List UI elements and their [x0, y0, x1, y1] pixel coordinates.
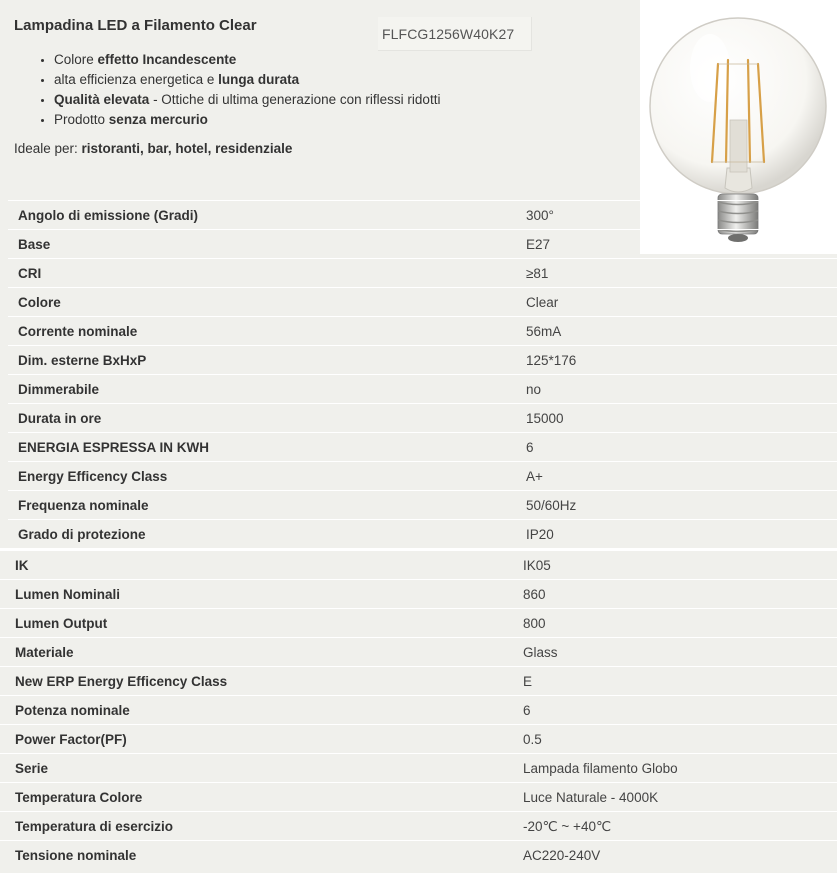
spec-value: 15000 [526, 411, 564, 426]
spec-key: Durata in ore [18, 411, 102, 426]
spec-value: Lampada filamento Globo [523, 761, 678, 776]
spec-key: ENERGIA ESPRESSA IN KWH [18, 440, 210, 455]
spec-key: Tensione nominale [15, 848, 137, 863]
spec-value: 50/60Hz [526, 498, 577, 513]
spec-key: New ERP Energy Efficency Class [15, 674, 228, 689]
spec-row [0, 608, 837, 637]
spec-key: Dimmerabile [18, 382, 100, 397]
spec-key: Grado di protezione [18, 527, 146, 542]
spec-key: CRI [18, 266, 42, 281]
spec-key: Angolo di emissione (Gradi) [18, 208, 199, 223]
spec-value: E27 [526, 237, 551, 252]
spec-row [8, 345, 837, 374]
spec-row [8, 374, 837, 403]
spec-table-secondary [0, 550, 837, 869]
spec-value: Glass [523, 645, 558, 660]
spec-row [8, 403, 837, 432]
feature-item: • alta efficienza energetica e lunga durata [54, 70, 440, 90]
spec-key: Serie [15, 761, 49, 776]
spec-row [0, 753, 837, 782]
spec-row [8, 432, 837, 461]
spec-row [0, 695, 837, 724]
spec-key: Frequenza nominale [18, 498, 149, 513]
spec-value: 125*176 [526, 353, 577, 368]
spec-value: 800 [523, 616, 546, 631]
spec-row [0, 724, 837, 753]
spec-value: IK05 [523, 558, 551, 573]
spec-key: Corrente nominale [18, 324, 138, 339]
spec-value: IP20 [526, 527, 554, 542]
spec-value: 6 [526, 440, 534, 455]
ideal-for [14, 141, 292, 156]
spec-key: Base [18, 237, 51, 252]
ideal-value: ristoranti, bar, hotel, residenziale [81, 141, 293, 156]
ideal-label: Ideale per: [14, 141, 82, 156]
spec-value: 300° [526, 208, 554, 223]
feature-item: • Qualità elevata - Ottiche di ultima generazione con riflessi ridotti [54, 90, 440, 110]
spec-row [0, 579, 837, 608]
feature-item: • Colore effetto Incandescente [54, 50, 440, 70]
spec-value: 0.5 [523, 732, 542, 747]
spec-row [8, 461, 837, 490]
spec-key: Energy Efficency Class [18, 469, 168, 484]
spec-key: Lumen Nominali [15, 587, 121, 602]
product-title: Lampadina LED a Filamento Clear [14, 17, 257, 34]
spec-row [8, 229, 837, 258]
spec-row [8, 200, 837, 229]
spec-value: 56mA [526, 324, 562, 339]
spec-row [0, 550, 837, 579]
spec-row [8, 519, 837, 548]
product-code: FLFCG1256W40K27 [378, 17, 532, 51]
product-header [0, 0, 640, 200]
spec-row [0, 840, 837, 869]
spec-value: ≥81 [526, 266, 549, 281]
spec-row [0, 666, 837, 695]
spec-row [8, 287, 837, 316]
spec-table-main [0, 200, 837, 548]
spec-value: -20℃ ~ +40℃ [523, 819, 612, 834]
spec-key: Potenza nominale [15, 703, 130, 718]
feature-item: • Prodotto senza mercurio [54, 110, 440, 130]
spec-value: AC220-240V [523, 848, 601, 863]
spec-key: Materiale [15, 645, 74, 660]
spec-key: Temperatura di esercizio [15, 819, 174, 834]
spec-key: IK [15, 558, 29, 573]
spec-key: Dim. esterne BxHxP [18, 353, 147, 368]
spec-value: Luce Naturale - 4000K [523, 790, 659, 805]
spec-value: Clear [526, 295, 559, 310]
spec-value: 6 [523, 703, 531, 718]
spec-value: A+ [526, 469, 543, 484]
spec-row [0, 782, 837, 811]
spec-key: Lumen Output [15, 616, 108, 631]
spec-row [0, 811, 837, 840]
spec-row [8, 316, 837, 345]
spec-value: no [526, 382, 542, 397]
feature-list [36, 50, 440, 130]
spec-row [8, 490, 837, 519]
spec-key: Temperatura Colore [15, 790, 143, 805]
spec-key: Colore [18, 295, 61, 310]
spec-row [0, 637, 837, 666]
spec-value: 860 [523, 587, 546, 602]
spec-key: Power Factor(PF) [15, 732, 127, 747]
spec-row [8, 258, 837, 287]
spec-value: E [523, 674, 533, 689]
